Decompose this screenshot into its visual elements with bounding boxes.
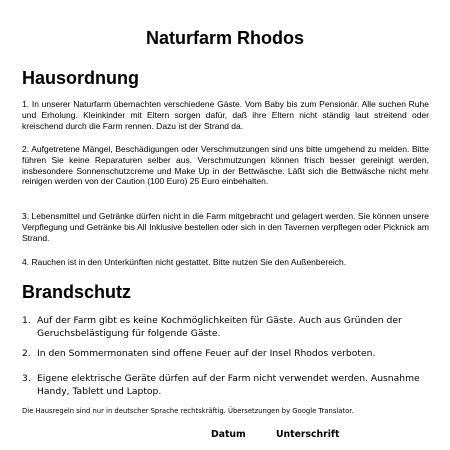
fire-safety-item-text: Auf der Farm gibt es keine Kochmöglichkeiten für Gäste. Auch aus Gründen der Geruchsbelästigung für folgende Gäste.	[37, 315, 402, 339]
fire-safety-item-text: In den Sommermonaten sind offene Feuer auf der Insel Rhodos verboten.	[37, 348, 376, 359]
section-heading-hausordnung: Hausordnung	[22, 68, 139, 88]
fire-safety-item-number: 2.	[22, 348, 31, 359]
house-rule-1: 1. In unserer Naturfarm übernachten verschiedene Gäste. Vom Baby bis zum Pensionär. Alle suchen Ruhe und Erholung. Kleinkinder mit Eltern sorgen dafür, daß ihre Eltern nicht ständig laut streitend oder kreischend durch die Farm rennen. Dazu ist der Strand da.	[22, 99, 429, 131]
house-rule-2: 2. Aufgetretene Mängel, Beschädigungen oder Verschmutzungen sind uns bitte umgehend zu melden. Bitte führen Sie keine Reparaturen selber aus. Verschmutzungen können frisch besser gereinigt werden, insbesondere Sonnenschutzcreme und Make Up in der Bettwäsche. Läßt sich die Bettwäsche nicht mehr reinigen werden von der Caution (100 Euro) 25 Euro einbehalten.	[22, 144, 429, 187]
fire-safety-item	[22, 347, 432, 360]
house-rule-3: 3. Lebensmittel und Getränke dürfen nicht in die Farm mitgebracht und gelagert werden. Sie können unsere Verpflegung und Getränke bis All Inklusive bestellen oder sich in den Tavernen verpflegen oder Picknick am Strand.	[22, 211, 429, 243]
fire-safety-item-text: Eigene elektrische Geräte dürfen auf der Farm nicht verwendet werden. Ausnahme Handy, Tablett und Laptop.	[37, 373, 420, 397]
fire-safety-item-number: 3.	[22, 373, 31, 384]
signature-date-label: Datum	[211, 429, 246, 440]
fire-safety-item	[22, 314, 432, 340]
fire-safety-item	[22, 372, 432, 398]
document-title: Naturfarm Rhodos	[145, 28, 304, 48]
legal-footnote: Die Hausregeln sind nur in deutscher Sprache rechtskräftig. Übersetzungen by Google Translator.	[22, 407, 354, 415]
fire-safety-item-number: 1.	[22, 315, 31, 326]
section-heading-brandschutz: Brandschutz	[22, 282, 132, 302]
signature-sign-label: Unterschrift	[276, 429, 340, 440]
house-rule-4: 4. Rauchen ist in den Unterkünften nicht gestattet. Bitte nutzen Sie den Außenbereich.	[22, 257, 347, 267]
